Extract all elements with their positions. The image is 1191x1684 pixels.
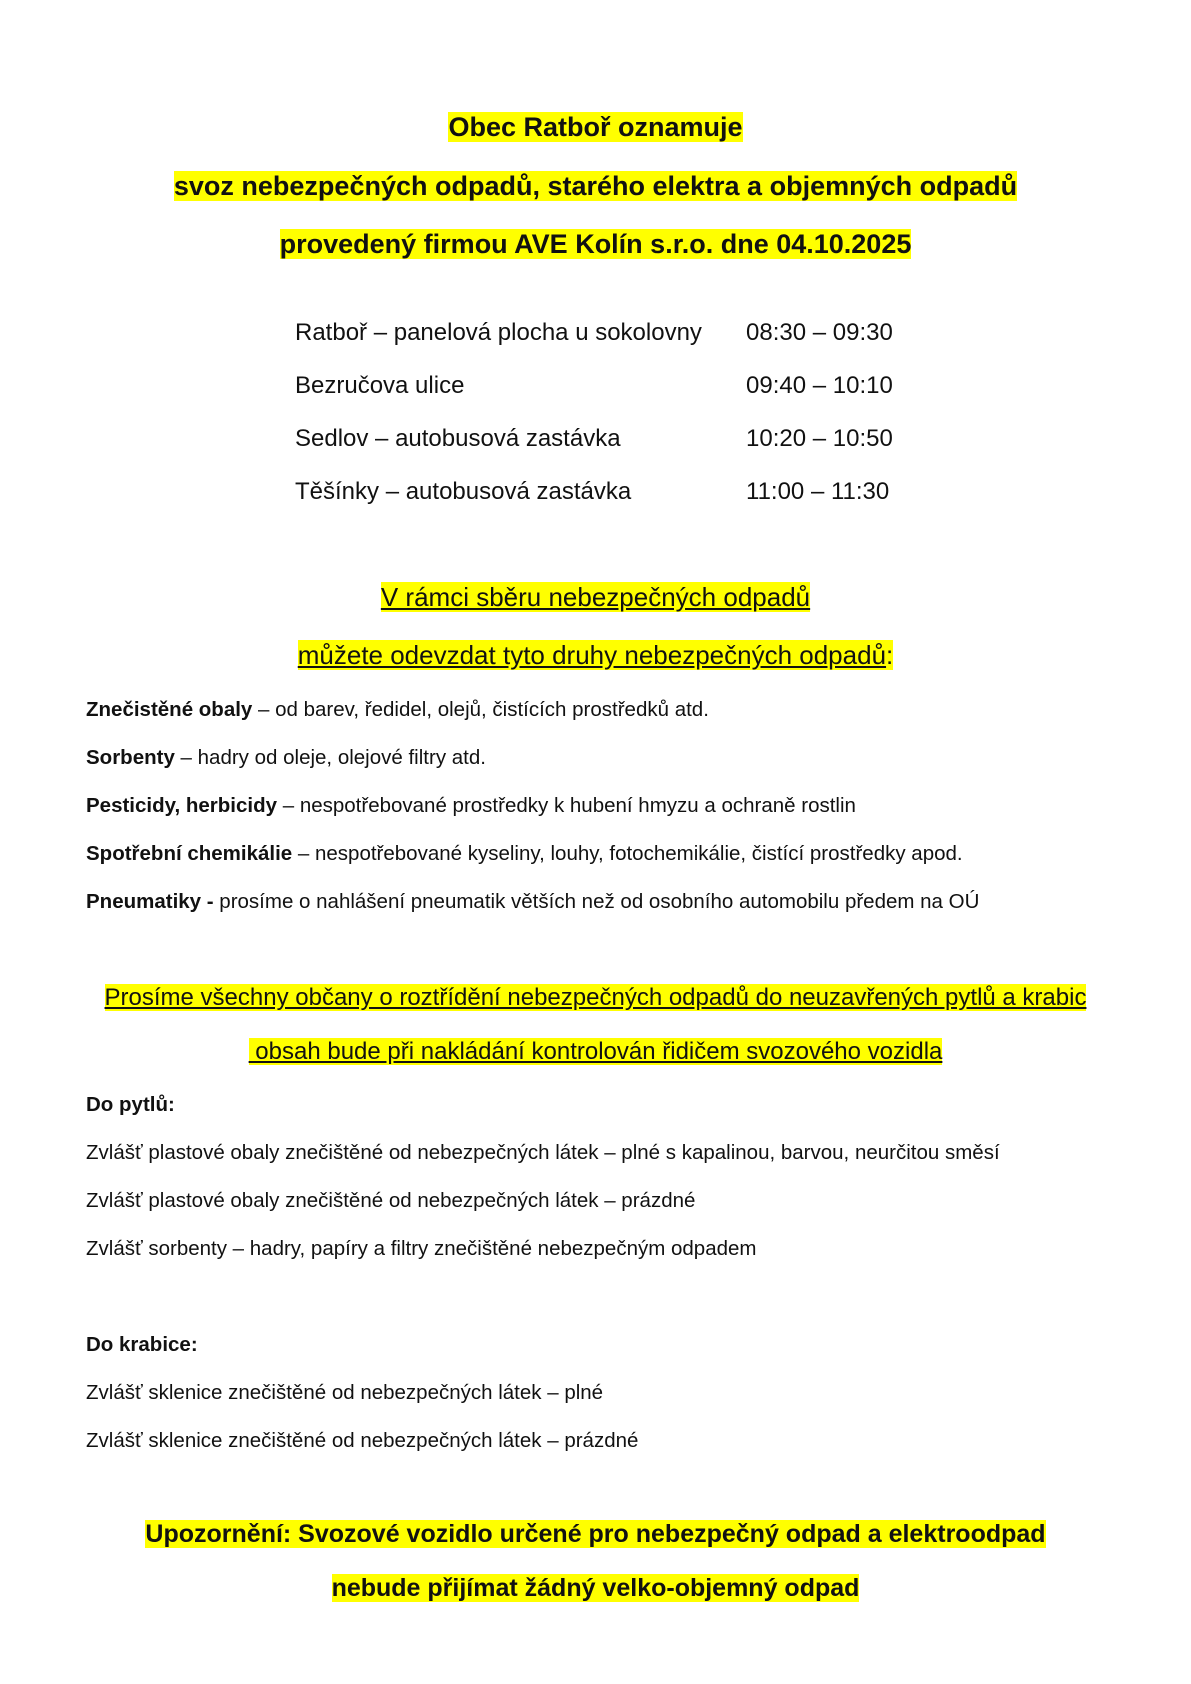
waste-type-term: Sorbenty — [86, 746, 175, 769]
sorting-notice-line-2 — [0, 1038, 1191, 1066]
waste-type-term: Pesticidy, herbicidy — [86, 794, 278, 817]
bags-heading: Do pytlů: — [86, 1093, 175, 1116]
warning-line-1 — [0, 1520, 1191, 1549]
bags-item: Zvlášť plastové obaly znečištěné od nebezpečných látek – plné s kapalinou, barvou, neurčitou směsí — [86, 1141, 1000, 1164]
waste-type-desc: – od barev, ředidel, olejů, čistících prostředků atd. — [252, 698, 709, 721]
warning-line-2 — [0, 1574, 1191, 1603]
waste-type-desc: – nespotřebované prostředky k hubení hmyzu a ochraně rostlin — [277, 794, 856, 817]
collection-heading-line-2 — [0, 640, 1191, 671]
sorting-notice-line-1 — [0, 984, 1191, 1012]
schedule-time: 10:20 – 10:50 — [746, 425, 893, 452]
sorting-notice-line-2-text: obsah bude při nakládání kontrolován řidičem svozového vozidla — [248, 1038, 943, 1065]
schedule-place: Ratboř – panelová plocha u sokolovny — [295, 319, 702, 346]
schedule-time: 09:40 – 10:10 — [746, 372, 893, 399]
schedule-place: Těšínky – autobusová zastávka — [295, 478, 632, 505]
schedule-place: Sedlov – autobusová zastávka — [295, 425, 621, 452]
collection-heading-line-1 — [0, 582, 1191, 613]
bags-item: Zvlášť plastové obaly znečištěné od nebezpečných látek – prázdné — [86, 1189, 696, 1212]
waste-type-term: Spotřební chemikálie — [86, 842, 293, 865]
bags-item: Zvlášť sorbenty – hadry, papíry a filtry znečištěné nebezpečným odpadem — [86, 1237, 757, 1260]
schedule-place: Bezručova ulice — [295, 372, 465, 399]
collection-heading-colon: : — [886, 640, 894, 670]
title-line-3-text: provedený firmou AVE Kolín s.r.o. dne 04.10.2025 — [279, 229, 912, 259]
boxes-item: Zvlášť sklenice znečištěné od nebezpečných látek – prázdné — [86, 1429, 639, 1452]
waste-type-desc: prosíme o nahlášení pneumatik větších než od osobního automobilu předem na OÚ — [213, 890, 980, 913]
schedule-time: 08:30 – 09:30 — [746, 319, 893, 346]
boxes-item: Zvlášť sklenice znečištěné od nebezpečných látek – plné — [86, 1381, 604, 1404]
title-line-3 — [0, 229, 1191, 260]
waste-type-desc: – nespotřebované kyseliny, louhy, fotochemikálie, čistící prostředky apod. — [292, 842, 963, 865]
waste-type-item — [86, 794, 856, 818]
waste-type-desc: – hadry od oleje, olejové filtry atd. — [174, 746, 486, 769]
sorting-notice-line-1-text: Prosíme všechny občany o roztřídění nebezpečných odpadů do neuzavřených pytlů a krabic — [104, 984, 1087, 1011]
title-line-2-text: svoz nebezpečných odpadů, starého elektra a objemných odpadů — [173, 171, 1018, 201]
title-line-1 — [0, 112, 1191, 143]
collection-heading-line-2-text — [298, 640, 894, 670]
waste-type-item — [86, 842, 963, 866]
warning-line-2-text: nebude přijímat žádný velko-objemný odpad — [331, 1574, 860, 1602]
waste-type-item — [86, 890, 979, 914]
waste-type-item — [86, 698, 709, 722]
waste-type-term: Znečistěné obaly — [86, 698, 253, 721]
collection-heading-line-1-text: V rámci sběru nebezpečných odpadů — [380, 582, 811, 612]
waste-type-term: Pneumatiky - — [86, 890, 214, 913]
warning-line-1-text: Upozornění: Svozové vozidlo určené pro nebezpečný odpad a elektroodpad — [145, 1520, 1046, 1548]
schedule-time: 11:00 – 11:30 — [746, 478, 890, 505]
title-line-2 — [0, 171, 1191, 202]
waste-type-item — [86, 746, 486, 770]
collection-heading-line-2-main: můžete odevzdat tyto druhy nebezpečných odpadů — [297, 640, 887, 670]
title-line-1-text: Obec Ratboř oznamuje — [448, 112, 743, 142]
boxes-heading: Do krabice: — [86, 1333, 198, 1356]
